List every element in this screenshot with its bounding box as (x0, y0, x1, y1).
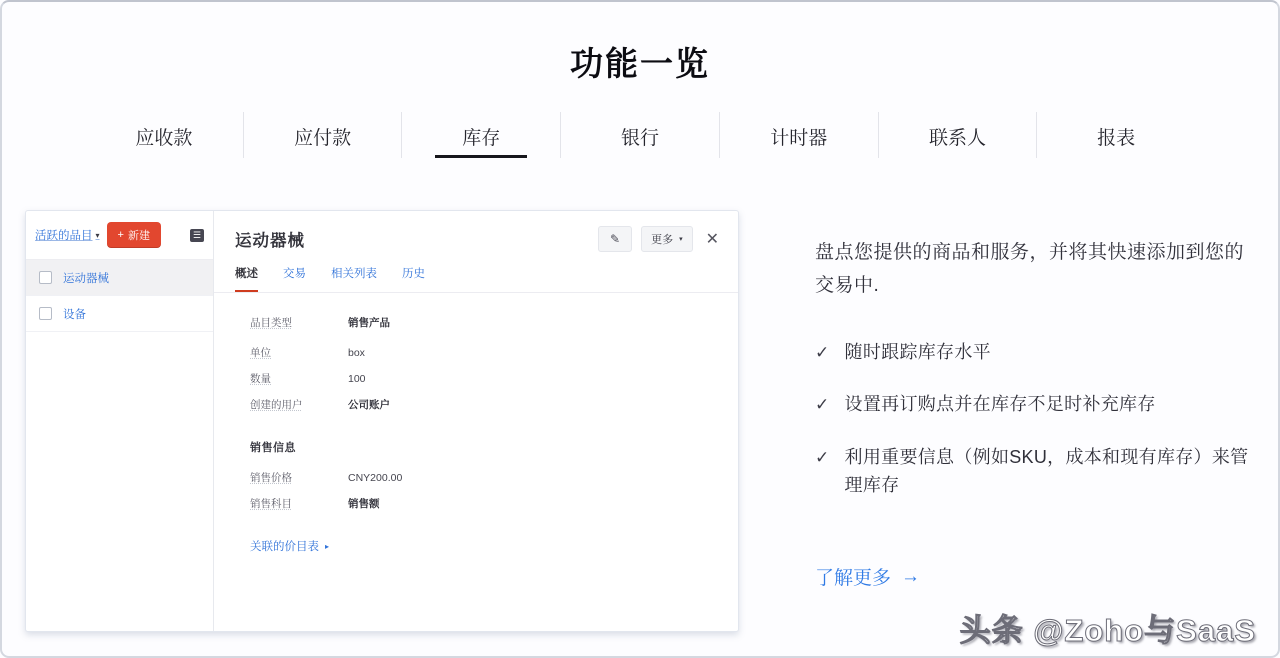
learn-more-link[interactable] (815, 563, 920, 590)
field-value: 销售额 (348, 498, 380, 510)
more-label: 更多 (651, 234, 674, 246)
tab-receivables[interactable]: 应收款 (135, 128, 193, 149)
field-row (250, 496, 718, 511)
items-sidebar (26, 211, 214, 631)
item-link[interactable]: 运动器械 (63, 272, 109, 285)
price-lists-label: 关联的价目表 (250, 541, 319, 553)
item-filter-label: 活跃的品目 (35, 230, 93, 242)
new-item-button[interactable] (107, 222, 161, 248)
field-row (250, 397, 718, 412)
check-icon: ✓ (815, 342, 830, 362)
tab-inventory[interactable]: 库存 (401, 112, 560, 158)
watermark: 头条 @Zoho与SaaS (959, 613, 1256, 648)
list-item[interactable] (26, 296, 213, 332)
item-detail-header (214, 211, 738, 261)
tab-transactions[interactable]: 交易 (283, 268, 306, 280)
field-row (250, 470, 718, 485)
tab-overview[interactable]: 概述 (235, 265, 258, 292)
edit-button[interactable] (598, 226, 632, 252)
sidebar-header (26, 211, 213, 260)
tab-contacts[interactable]: 联系人 (878, 112, 1037, 158)
plus-icon: + (117, 229, 124, 241)
tab-banking[interactable]: 银行 (560, 112, 719, 158)
field-value: CNY200.00 (348, 472, 403, 484)
chevron-down-icon: ▾ (95, 230, 100, 240)
close-icon[interactable]: ✕ (705, 231, 719, 248)
chevron-right-icon: ▸ (325, 541, 330, 551)
item-overview-fields (214, 293, 738, 554)
list-item[interactable] (26, 260, 213, 296)
page-title: 功能一览 (570, 45, 710, 83)
check-icon: ✓ (815, 395, 830, 415)
feature-bullet (815, 339, 1262, 367)
pencil-icon: ✎ (610, 232, 621, 246)
feature-tab-bar (85, 112, 1195, 158)
feature-bullet (815, 391, 1262, 419)
item-title: 运动器械 (235, 232, 305, 250)
field-label: 数量 (250, 373, 271, 385)
field-value: box (348, 347, 365, 359)
item-filter-dropdown[interactable] (35, 227, 100, 243)
field-value: 销售产品 (348, 317, 390, 329)
tab-reports[interactable]: 报表 (1036, 112, 1195, 158)
field-value: 公司账户 (348, 399, 390, 411)
bullet-text: 利用重要信息（例如SKU，成本和现有库存）来管理库存 (844, 447, 1249, 496)
check-icon: ✓ (815, 448, 830, 468)
field-label: 销售科目 (250, 498, 292, 510)
more-button[interactable] (641, 226, 693, 252)
feature-description-panel (815, 236, 1262, 590)
row-checkbox[interactable] (39, 271, 52, 284)
inventory-app-screenshot (25, 210, 739, 632)
field-row (250, 315, 718, 330)
tab-payables[interactable]: 应付款 (243, 112, 402, 158)
bullet-text: 设置再订购点并在库存不足时补充库存 (844, 394, 1156, 415)
item-detail-pane (214, 211, 738, 631)
field-label: 品目类型 (250, 317, 292, 329)
arrow-right-icon: → (901, 565, 921, 587)
chevron-down-icon: ▾ (679, 236, 683, 243)
tab-history[interactable]: 历史 (402, 268, 425, 280)
tab-timer[interactable]: 计时器 (719, 112, 878, 158)
bullet-text: 随时跟踪库存水平 (844, 341, 991, 362)
field-label: 销售价格 (250, 472, 292, 484)
field-label: 单位 (250, 347, 271, 359)
item-detail-tabs (214, 261, 738, 293)
new-item-label: 新建 (127, 230, 150, 242)
row-checkbox[interactable] (39, 307, 52, 320)
feature-bullet (815, 444, 1262, 500)
learn-more-label: 了解更多 (815, 568, 892, 590)
field-row (250, 371, 718, 386)
tab-related-lists[interactable]: 相关列表 (331, 268, 377, 280)
field-row (250, 345, 718, 360)
list-view-icon[interactable]: ☰ (190, 229, 204, 242)
associated-price-lists-link[interactable] (250, 538, 718, 554)
field-value: 100 (348, 373, 366, 385)
feature-intro: 盘点您提供的商品和服务，并将其快速添加到您的交易中. (815, 242, 1245, 297)
sales-info-heading: 销售信息 (250, 442, 296, 454)
field-label: 创建的用户 (250, 399, 303, 411)
item-link[interactable]: 设备 (63, 308, 86, 321)
